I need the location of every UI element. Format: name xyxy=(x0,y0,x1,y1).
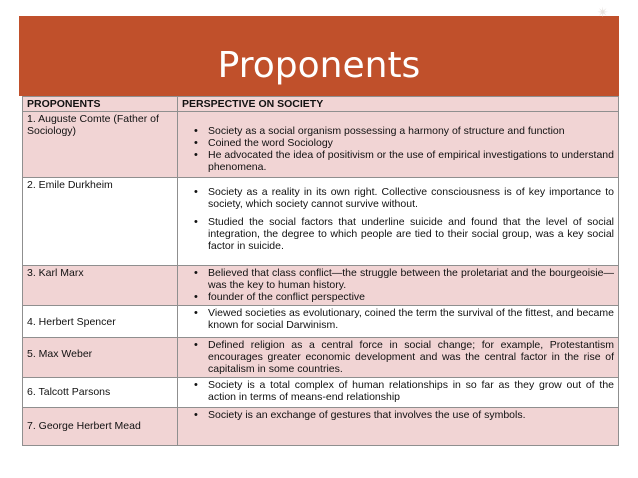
proponent-name: 7. George Herbert Mead xyxy=(23,408,178,446)
bullet-point: • Defined religion as a central force in social change; for example, Protestantism encourages greater economic development and was the central factor in the rise of capitalism in some countries. xyxy=(196,339,614,375)
proponent-name: 3. Karl Marx xyxy=(23,266,178,306)
bullet-list xyxy=(182,186,614,252)
bullet-point: • Society as a reality in its own right. Collective consciousness is of key importance to society, which society cannot survive without. xyxy=(196,186,614,210)
bullet-point: • He advocated the idea of positivism or the use of empirical investigations to understand phenomena. xyxy=(196,149,614,173)
proponent-name: 6. Talcott Parsons xyxy=(23,378,178,408)
header-proponents: PROPONENTS xyxy=(23,97,178,112)
perspective-cell xyxy=(178,338,619,378)
table-row xyxy=(23,408,619,446)
perspective-cell xyxy=(178,112,619,178)
proponent-name: 1. Auguste Comte (Father of Sociology) xyxy=(23,112,178,178)
perspective-cell xyxy=(178,408,619,446)
bullet-point: • founder of the conflict perspective xyxy=(196,291,614,303)
bullet-point: • Society is an exchange of gestures that involves the use of symbols. xyxy=(196,409,614,421)
perspective-cell xyxy=(178,178,619,266)
bullet-point: • Society as a social organism possessing a harmony of structure and function xyxy=(196,125,614,137)
proponent-name: 2. Emile Durkheim xyxy=(23,178,178,266)
perspective-cell xyxy=(178,266,619,306)
bullet-point: • Studied the social factors that underline suicide and found that the level of social integration, the degree to which people are tied to their social group, was a key social factor in suicide. xyxy=(196,216,614,252)
table-row xyxy=(23,378,619,408)
table-row xyxy=(23,112,619,178)
star-icon: ✴ xyxy=(597,5,609,21)
table-row xyxy=(23,338,619,378)
bullet-point: • Believed that class conflict—the struggle between the proletariat and the bourgeoisie—was the key to human history. xyxy=(196,267,614,291)
header-perspective: PERSPECTIVE ON SOCIETY xyxy=(178,97,619,112)
table-row xyxy=(23,306,619,338)
proponent-name: 4. Herbert Spencer xyxy=(23,306,178,338)
bullet-point: • Coined the word Sociology xyxy=(196,137,614,149)
table-row xyxy=(23,266,619,306)
bullet-list xyxy=(182,379,614,403)
bullet-point: • Society is a total complex of human relationships in so far as they grow out of the action in terms of means-end relationship xyxy=(196,379,614,403)
bullet-list xyxy=(182,125,614,173)
slide-title: Proponents xyxy=(217,45,421,86)
proponents-table xyxy=(22,96,619,446)
table-row xyxy=(23,178,619,266)
table-header-row xyxy=(23,97,619,112)
bullet-list xyxy=(182,339,614,375)
proponent-name: 5. Max Weber xyxy=(23,338,178,378)
perspective-cell xyxy=(178,378,619,408)
bullet-list xyxy=(182,307,614,331)
bullet-list xyxy=(182,409,614,421)
bullet-list xyxy=(182,267,614,303)
perspective-cell xyxy=(178,306,619,338)
bullet-point: • Viewed societies as evolutionary, coined the term the survival of the fittest, and became known for social Darwinism. xyxy=(196,307,614,331)
